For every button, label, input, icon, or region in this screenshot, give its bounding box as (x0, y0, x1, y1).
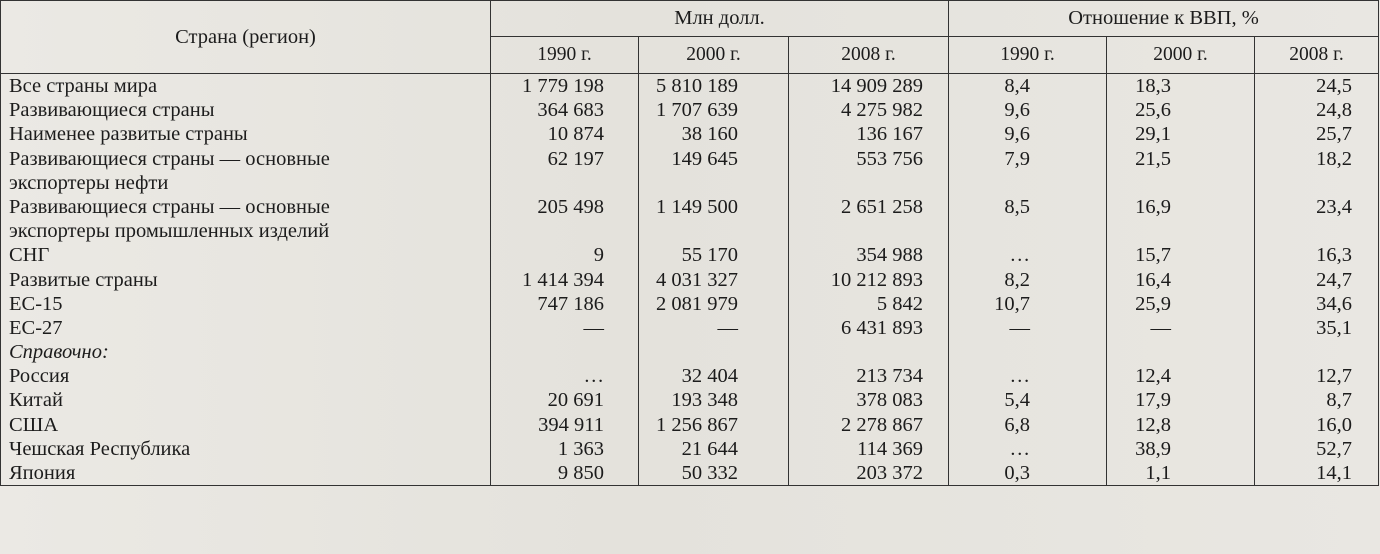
cell-gdp-2000: 16,4 (1107, 268, 1255, 292)
cell-gdp-2008: 8,7 (1255, 388, 1379, 412)
row-label: ЕС-27 (1, 316, 491, 340)
cell-gdp-1990: … (949, 364, 1107, 388)
cell-gdp-2008 (1255, 340, 1379, 364)
cell-mln-2008: 4 275 982 (789, 98, 949, 122)
cell-mln-2000: 55 170 (639, 243, 789, 267)
table-row (1, 461, 1379, 486)
cell-mln-1990: 1 414 394 (491, 268, 639, 292)
table-row (1, 74, 1379, 99)
header-group-gdp: Отношение к ВВП, % (949, 1, 1379, 37)
cell-mln-2000 (639, 340, 789, 364)
cell-mln-1990: … (491, 364, 639, 388)
cell-gdp-2000: 15,7 (1107, 243, 1255, 267)
table-row (1, 364, 1379, 388)
cell-mln-2008: 213 734 (789, 364, 949, 388)
table-row (1, 388, 1379, 412)
cell-mln-2008: 2 651 258 (789, 195, 949, 243)
cell-gdp-2008: 24,8 (1255, 98, 1379, 122)
row-label: Япония (1, 461, 491, 486)
cell-mln-1990: 394 911 (491, 413, 639, 437)
cell-mln-1990: 20 691 (491, 388, 639, 412)
header-year-mln-2008: 2008 г. (789, 37, 949, 74)
header-country: Страна (регион) (1, 1, 491, 74)
cell-gdp-1990: … (949, 243, 1107, 267)
header-year-gdp-2000: 2000 г. (1107, 37, 1255, 74)
row-label: Все страны мира (1, 74, 491, 99)
cell-mln-2000: 50 332 (639, 461, 789, 486)
cell-gdp-1990: 8,2 (949, 268, 1107, 292)
row-label: СНГ (1, 243, 491, 267)
cell-gdp-2008: 16,3 (1255, 243, 1379, 267)
row-label-line2: экспортеры промышленных изделий (9, 219, 330, 242)
cell-gdp-2000: 25,9 (1107, 292, 1255, 316)
cell-gdp-2000: 17,9 (1107, 388, 1255, 412)
cell-gdp-1990: 7,9 (949, 147, 1107, 195)
cell-mln-2000: 2 081 979 (639, 292, 789, 316)
row-label: Китай (1, 388, 491, 412)
cell-gdp-1990: 10,7 (949, 292, 1107, 316)
cell-mln-2008: 14 909 289 (789, 74, 949, 99)
cell-gdp-2008: 18,2 (1255, 147, 1379, 195)
cell-mln-1990: 9 850 (491, 461, 639, 486)
cell-gdp-2000: 18,3 (1107, 74, 1255, 99)
cell-mln-1990: 10 874 (491, 122, 639, 146)
cell-mln-2008: 378 083 (789, 388, 949, 412)
cell-gdp-1990: 6,8 (949, 413, 1107, 437)
cell-gdp-1990: 9,6 (949, 122, 1107, 146)
row-label: Наименее развитые страны (1, 122, 491, 146)
cell-mln-2000: 1 707 639 (639, 98, 789, 122)
cell-mln-2008: 354 988 (789, 243, 949, 267)
row-label: Чешская Республика (1, 437, 491, 461)
cell-gdp-1990: 9,6 (949, 98, 1107, 122)
cell-gdp-2000: 1,1 (1107, 461, 1255, 486)
table-row (1, 413, 1379, 437)
cell-gdp-2000: 25,6 (1107, 98, 1255, 122)
cell-gdp-2008: 52,7 (1255, 437, 1379, 461)
cell-mln-2000: 193 348 (639, 388, 789, 412)
header-year-mln-1990: 1990 г. (491, 37, 639, 74)
cell-mln-2000: 1 149 500 (639, 195, 789, 243)
cell-mln-2000: — (639, 316, 789, 340)
cell-gdp-1990: 5,4 (949, 388, 1107, 412)
table-row (1, 268, 1379, 292)
cell-gdp-2000: 16,9 (1107, 195, 1255, 243)
reference-label: Справочно: (1, 340, 491, 364)
cell-gdp-2000 (1107, 340, 1255, 364)
cell-mln-1990: 62 197 (491, 147, 639, 195)
row-label (1, 195, 491, 243)
cell-mln-2008: 136 167 (789, 122, 949, 146)
cell-mln-1990 (491, 340, 639, 364)
table-row (1, 147, 1379, 195)
row-label-line1: Развивающиеся страны — основные (9, 147, 330, 170)
cell-gdp-2008: 16,0 (1255, 413, 1379, 437)
cell-mln-2008: 114 369 (789, 437, 949, 461)
cell-mln-2008 (789, 340, 949, 364)
cell-gdp-1990: 0,3 (949, 461, 1107, 486)
cell-gdp-2008: 23,4 (1255, 195, 1379, 243)
cell-gdp-2000: 12,4 (1107, 364, 1255, 388)
cell-gdp-1990: 8,5 (949, 195, 1107, 243)
cell-mln-2000: 21 644 (639, 437, 789, 461)
table-row (1, 292, 1379, 316)
row-label: США (1, 413, 491, 437)
row-label: Развитые страны (1, 268, 491, 292)
cell-mln-1990: 364 683 (491, 98, 639, 122)
cell-gdp-2008: 24,7 (1255, 268, 1379, 292)
cell-mln-2008: 10 212 893 (789, 268, 949, 292)
table-row (1, 122, 1379, 146)
cell-gdp-2000: 29,1 (1107, 122, 1255, 146)
cell-mln-2000: 5 810 189 (639, 74, 789, 99)
table-row (1, 98, 1379, 122)
cell-mln-2000: 4 031 327 (639, 268, 789, 292)
cell-mln-2008: 553 756 (789, 147, 949, 195)
header-year-gdp-2008: 2008 г. (1255, 37, 1379, 74)
header-year-gdp-1990: 1990 г. (949, 37, 1107, 74)
cell-gdp-1990: … (949, 437, 1107, 461)
cell-gdp-2008: 25,7 (1255, 122, 1379, 146)
cell-gdp-2008: 12,7 (1255, 364, 1379, 388)
cell-mln-2008: 203 372 (789, 461, 949, 486)
cell-gdp-1990: — (949, 316, 1107, 340)
header-year-mln-2000: 2000 г. (639, 37, 789, 74)
cell-gdp-2000: — (1107, 316, 1255, 340)
cell-mln-2008: 6 431 893 (789, 316, 949, 340)
cell-mln-1990: 1 779 198 (491, 74, 639, 99)
cell-gdp-2008: 14,1 (1255, 461, 1379, 486)
row-label-line2: экспортеры нефти (9, 171, 169, 194)
cell-mln-1990: 747 186 (491, 292, 639, 316)
cell-gdp-2008: 35,1 (1255, 316, 1379, 340)
cell-mln-2008: 5 842 (789, 292, 949, 316)
cell-mln-1990: — (491, 316, 639, 340)
table-row (1, 340, 1379, 364)
cell-mln-1990: 1 363 (491, 437, 639, 461)
table-row (1, 195, 1379, 243)
cell-gdp-1990 (949, 340, 1107, 364)
row-label: Россия (1, 364, 491, 388)
cell-mln-1990: 205 498 (491, 195, 639, 243)
cell-gdp-2000: 38,9 (1107, 437, 1255, 461)
cell-mln-2000: 32 404 (639, 364, 789, 388)
table-row (1, 437, 1379, 461)
cell-gdp-2000: 12,8 (1107, 413, 1255, 437)
cell-mln-2008: 2 278 867 (789, 413, 949, 437)
cell-gdp-2008: 24,5 (1255, 74, 1379, 99)
table-row (1, 316, 1379, 340)
row-label: ЕС-15 (1, 292, 491, 316)
cell-mln-2000: 149 645 (639, 147, 789, 195)
table-row (1, 243, 1379, 267)
cell-mln-2000: 38 160 (639, 122, 789, 146)
cell-gdp-2008: 34,6 (1255, 292, 1379, 316)
row-label-line1: Развивающиеся страны — основные (9, 195, 330, 218)
row-label (1, 147, 491, 195)
header-group-mln: Млн долл. (491, 1, 949, 37)
cell-mln-2000: 1 256 867 (639, 413, 789, 437)
cell-gdp-2000: 21,5 (1107, 147, 1255, 195)
row-label: Развивающиеся страны (1, 98, 491, 122)
cell-mln-1990: 9 (491, 243, 639, 267)
cell-gdp-1990: 8,4 (949, 74, 1107, 99)
